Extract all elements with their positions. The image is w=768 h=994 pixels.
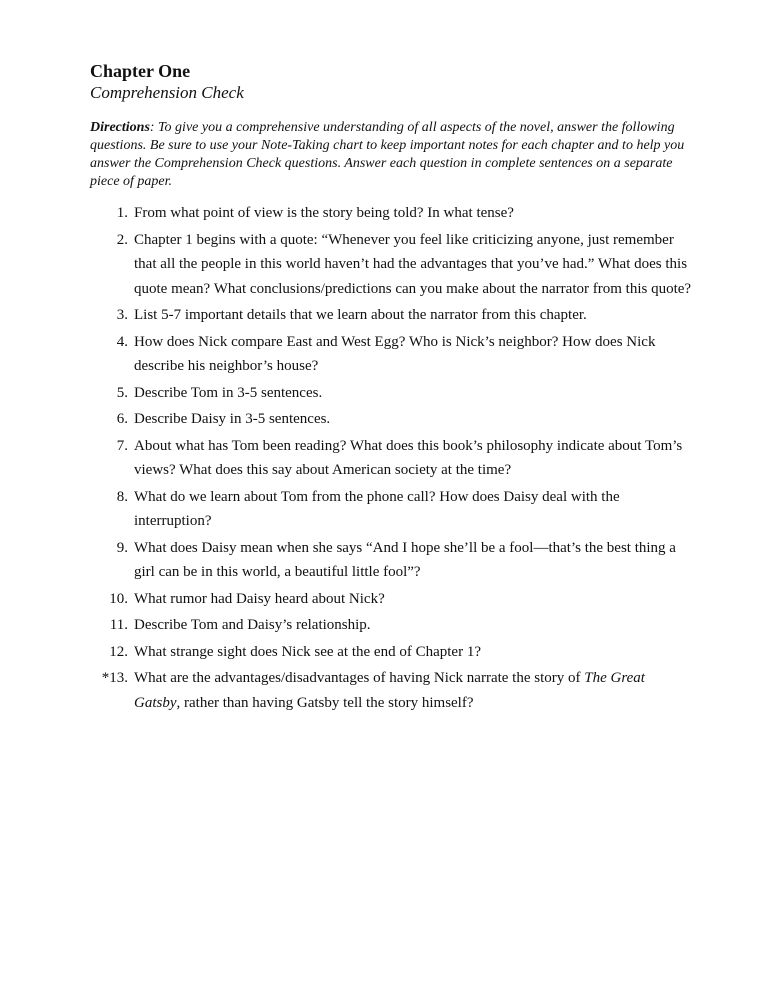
question-number: *13. <box>101 670 128 686</box>
question-item <box>0 228 694 302</box>
directions-paragraph <box>90 119 690 191</box>
book-title: The Great Gatsby <box>134 670 645 711</box>
question-text: Describe Tom in 3-5 sentences. <box>134 384 323 401</box>
question-text: List 5-7 important details that we learn about the narrator from this chapter. <box>134 307 587 323</box>
question-number: 8. <box>116 488 128 505</box>
question-item <box>0 407 694 432</box>
question-item <box>0 613 694 638</box>
question-number: 6. <box>116 411 128 427</box>
question-text: Describe Tom and Daisy’s relationship. <box>134 617 371 633</box>
question-number: 12. <box>109 643 128 660</box>
question-item <box>0 485 694 534</box>
directions-label: Directions <box>90 120 150 135</box>
question-item <box>0 587 694 612</box>
question-text: What strange sight does Nick see at the end of Chapter 1? <box>134 643 481 660</box>
question-text: How does Nick compare East and West Egg? Who is Nick’s neighbor? How does Nick describe his neighbor’s house? <box>134 333 656 374</box>
question-text: From what point of view is the story being told? In what tense? <box>134 205 514 221</box>
question-number: 4. <box>116 333 128 350</box>
question-text: What does Daisy mean when she says “And I hope she’ll be a fool—that’s the best thing a girl can be in this world, a beautiful little fool”? <box>134 539 676 580</box>
question-number: 5. <box>116 384 128 401</box>
question-number: 10. <box>109 590 128 607</box>
question-text: What do we learn about Tom from the phone call? How does Daisy deal with the interruption? <box>134 488 620 529</box>
question-text <box>134 666 694 715</box>
question-number: 11. <box>109 617 128 633</box>
chapter-subtitle: Comprehension Check <box>90 83 244 102</box>
question-text: About what has Tom been reading? What does this book’s philosophy indicate about Tom’s views? What does this say about American society at the time? <box>134 437 683 478</box>
question-item <box>0 201 694 226</box>
question-text: Describe Daisy in 3-5 sentences. <box>134 411 331 427</box>
question-number: 7. <box>116 437 128 454</box>
question-item <box>0 640 694 665</box>
question-list <box>0 201 768 717</box>
question-number: 2. <box>116 231 128 248</box>
question-text-before: What are the advantages/disadvantages of having Nick narrate the story of <box>134 670 585 686</box>
question-number: 3. <box>116 307 128 323</box>
question-item <box>0 330 694 379</box>
question-text-after: , rather than having Gatsby tell the story himself? <box>176 694 474 711</box>
question-item <box>0 303 694 328</box>
question-number: 9. <box>116 539 128 556</box>
question-text: Chapter 1 begins with a quote: “Whenever you feel like criticizing anyone, just remember that all the people in this world haven’t had the advantages that you’ve had.” What does this quote mean? What conclusions/predictions can you make about the narrator from this quote? <box>134 231 692 297</box>
question-item <box>0 536 694 585</box>
question-item <box>0 381 694 406</box>
question-number: 1. <box>116 205 128 221</box>
directions-text: : To give you a comprehensive understanding of all aspects of the novel, answer the following questions. Be sure to use your Note-Taking chart to keep important notes for each chapter and to help you answer the Comprehension Check questions. Answer each question in complete sentences on a separate piece of paper. <box>90 120 685 189</box>
question-item <box>0 434 694 483</box>
question-item-bonus <box>0 666 694 715</box>
question-text: What rumor had Daisy heard about Nick? <box>134 590 385 607</box>
chapter-title: Chapter One <box>90 61 191 81</box>
